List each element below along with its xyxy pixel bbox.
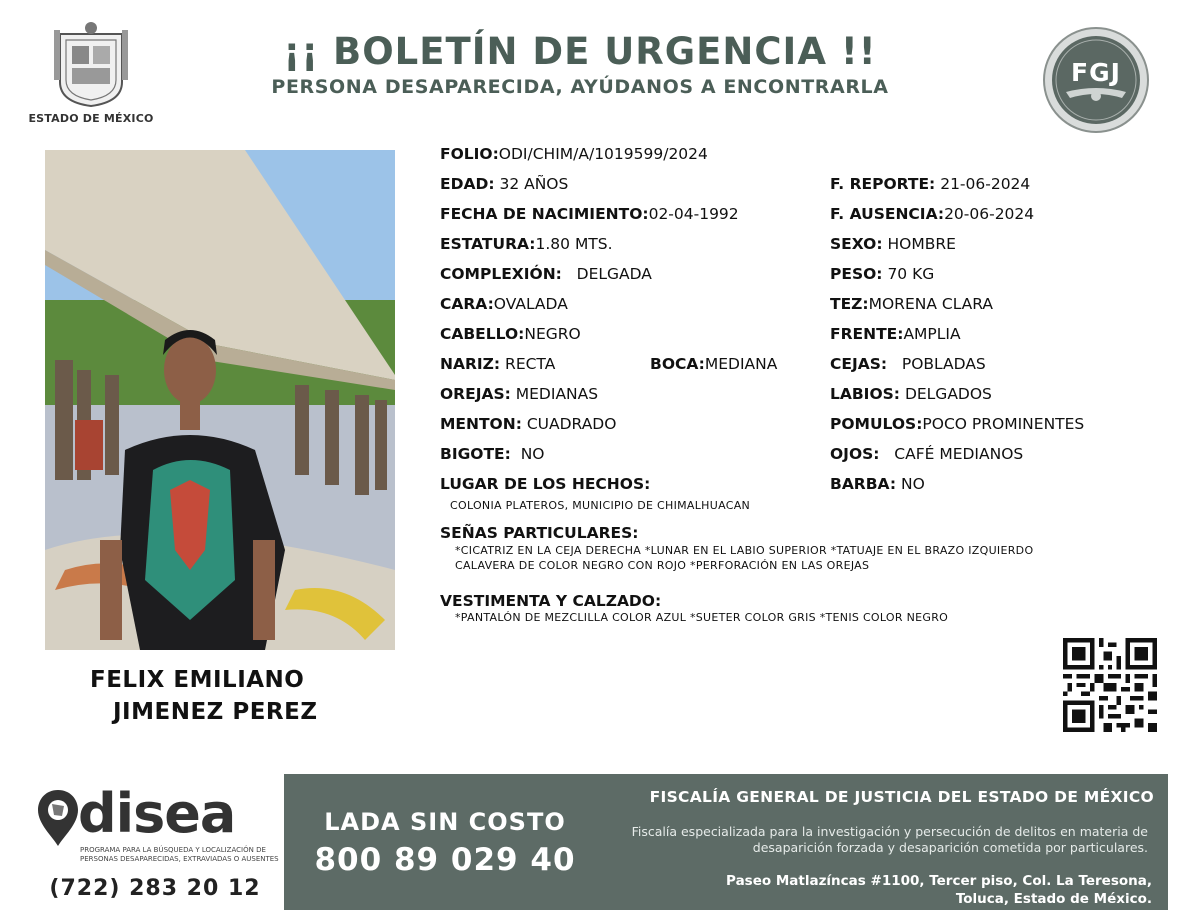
barba-label: BARBA: (830, 475, 897, 493)
cara-label: CARA: (440, 295, 494, 313)
field-barba (830, 475, 925, 493)
sexo-label: SEXO: (830, 235, 883, 253)
complexion-label: COMPLEXIÓN: (440, 265, 562, 283)
qr-code-icon (1063, 638, 1157, 732)
field-freporte (830, 175, 1030, 193)
left-phone-number: (722) 283 20 12 (49, 876, 261, 901)
estatura-value: 1.80 MTS. (535, 235, 613, 253)
folio-label: FOLIO: (440, 145, 499, 163)
field-tez (830, 295, 993, 313)
boca-value: MEDIANA (704, 355, 778, 373)
ojos-label: OJOS: (830, 445, 880, 463)
field-nacimiento (440, 205, 739, 223)
person-name-line-1: FELIX EMILIANO (90, 667, 305, 693)
field-fausencia (830, 205, 1034, 223)
page-title: ¡¡ BOLETÍN DE URGENCIA !! (283, 30, 877, 73)
menton-label: MENTON: (440, 415, 522, 433)
address-line-2: Toluca, Estado de México. (955, 891, 1152, 907)
lugar-value: COLONIA PLATEROS, MUNICIPIO DE CHIMALHUACAN (450, 499, 751, 512)
field-edad (440, 175, 568, 193)
barba-value: NO (900, 475, 925, 493)
tez-value: MORENA CLARA (868, 295, 994, 313)
boca-label: BOCA: (650, 355, 705, 373)
field-cabello (440, 325, 581, 343)
peso-label: PESO: (830, 265, 883, 283)
tez-label: TEZ: (830, 295, 869, 313)
photo-of-missing-person (45, 150, 395, 650)
fiscalia-title: FISCALÍA GENERAL DE JUSTICIA DEL ESTADO DE MÉXICO (649, 788, 1154, 806)
cejas-label: CEJAS: (830, 355, 888, 373)
lada-label: LADA SIN COSTO (324, 808, 566, 836)
nariz-value: RECTA (505, 355, 556, 373)
field-lugar (440, 475, 650, 493)
field-boca (650, 355, 777, 373)
menton-value: CUADRADO (526, 415, 617, 433)
labios-value: DELGADOS (904, 385, 992, 403)
frente-value: AMPLIA (903, 325, 961, 343)
fausencia-value: 20-06-2024 (944, 205, 1035, 223)
ojos-value: CAFÉ MEDIANOS (894, 445, 1024, 463)
field-peso (830, 265, 934, 283)
orejas-value: MEDIANAS (515, 385, 599, 403)
state-label: ESTADO DE MÉXICO (28, 112, 154, 125)
peso-value: 70 KG (887, 265, 935, 283)
odisea-wordmark: disea (78, 782, 236, 845)
fiscalia-address (632, 872, 1152, 908)
field-cejas (830, 355, 986, 373)
freporte-label: F. REPORTE: (830, 175, 936, 193)
estatura-label: ESTATURA: (440, 235, 536, 253)
senas-line-2: CALAVERA DE COLOR NEGRO CON ROJO *PERFORACIÓN EN LAS OREJAS (455, 559, 870, 572)
field-cara (440, 295, 568, 313)
nariz-label: NARIZ: (440, 355, 501, 373)
complexion-value: DELGADA (576, 265, 652, 283)
senas-label: SEÑAS PARTICULARES: (440, 524, 639, 542)
page-subtitle: PERSONA DESAPARECIDA, AYÚDANOS A ENCONTRARLA (271, 76, 889, 98)
cabello-value: NEGRO (524, 325, 581, 343)
field-labios (830, 385, 992, 403)
edad-value: 32 AÑOS (499, 175, 569, 193)
field-complexion (440, 265, 652, 283)
odisea-logo-icon (36, 788, 80, 848)
field-menton (440, 415, 616, 433)
sexo-value: HOMBRE (887, 235, 956, 253)
nacimiento-label: FECHA DE NACIMIENTO: (440, 205, 649, 223)
field-orejas (440, 385, 598, 403)
address-line-1: Paseo Matlazíncas #1100, Tercer piso, Col. La Teresona, (726, 873, 1152, 889)
lada-number: 800 89 029 40 (314, 842, 576, 878)
field-nariz (440, 355, 555, 373)
pomulos-label: POMULOS: (830, 415, 923, 433)
orejas-label: OREJAS: (440, 385, 511, 403)
cara-value: OVALADA (493, 295, 568, 313)
fausencia-label: F. AUSENCIA: (830, 205, 945, 223)
senas-line-1: *CICATRIZ EN LA CEJA DERECHA *LUNAR EN EL LABIO SUPERIOR *TATUAJE EN EL BRAZO IZQUIERDO (455, 544, 1034, 557)
lugar-label: LUGAR DE LOS HECHOS: (440, 475, 651, 493)
folio-value: ODI/CHIM/A/1019599/2024 (498, 145, 708, 163)
labios-label: LABIOS: (830, 385, 900, 403)
frente-label: FRENTE: (830, 325, 904, 343)
cejas-value: POBLADAS (901, 355, 986, 373)
field-estatura (440, 235, 613, 253)
estado-de-mexico-coat-of-arms-icon (52, 20, 130, 108)
vestimenta-label: VESTIMENTA Y CALZADO: (440, 592, 662, 610)
field-sexo (830, 235, 956, 253)
fgj-acronym: FGJ (1071, 58, 1121, 87)
cabello-label: CABELLO: (440, 325, 525, 343)
pomulos-value: POCO PROMINENTES (922, 415, 1085, 433)
field-folio (440, 145, 708, 163)
field-ojos (830, 445, 1023, 463)
fiscalia-description: Fiscalía especializada para la investigación y persecución de delitos en materia de desaparición forzada y desaparición cometida por particulares. (631, 824, 1148, 855)
bigote-label: BIGOTE: (440, 445, 511, 463)
nacimiento-value: 02-04-1992 (648, 205, 739, 223)
field-frente (830, 325, 961, 343)
vestimenta-line-1: *PANTALÓN DE MEZCLILLA COLOR AZUL *SUETER COLOR GRIS *TENIS COLOR NEGRO (455, 611, 949, 624)
field-pomulos (830, 415, 1084, 433)
person-name-line-2: JIMENEZ PEREZ (113, 699, 318, 725)
edad-label: EDAD: (440, 175, 495, 193)
field-bigote (440, 445, 545, 463)
bigote-value: NO (520, 445, 545, 463)
freporte-value: 21-06-2024 (940, 175, 1031, 193)
odisea-description: PROGRAMA PARA LA BÚSQUEDA Y LOCALIZACIÓN DE PERSONAS DESAPARECIDAS, EXTRAVIADAS O AUSENTES (80, 846, 279, 863)
